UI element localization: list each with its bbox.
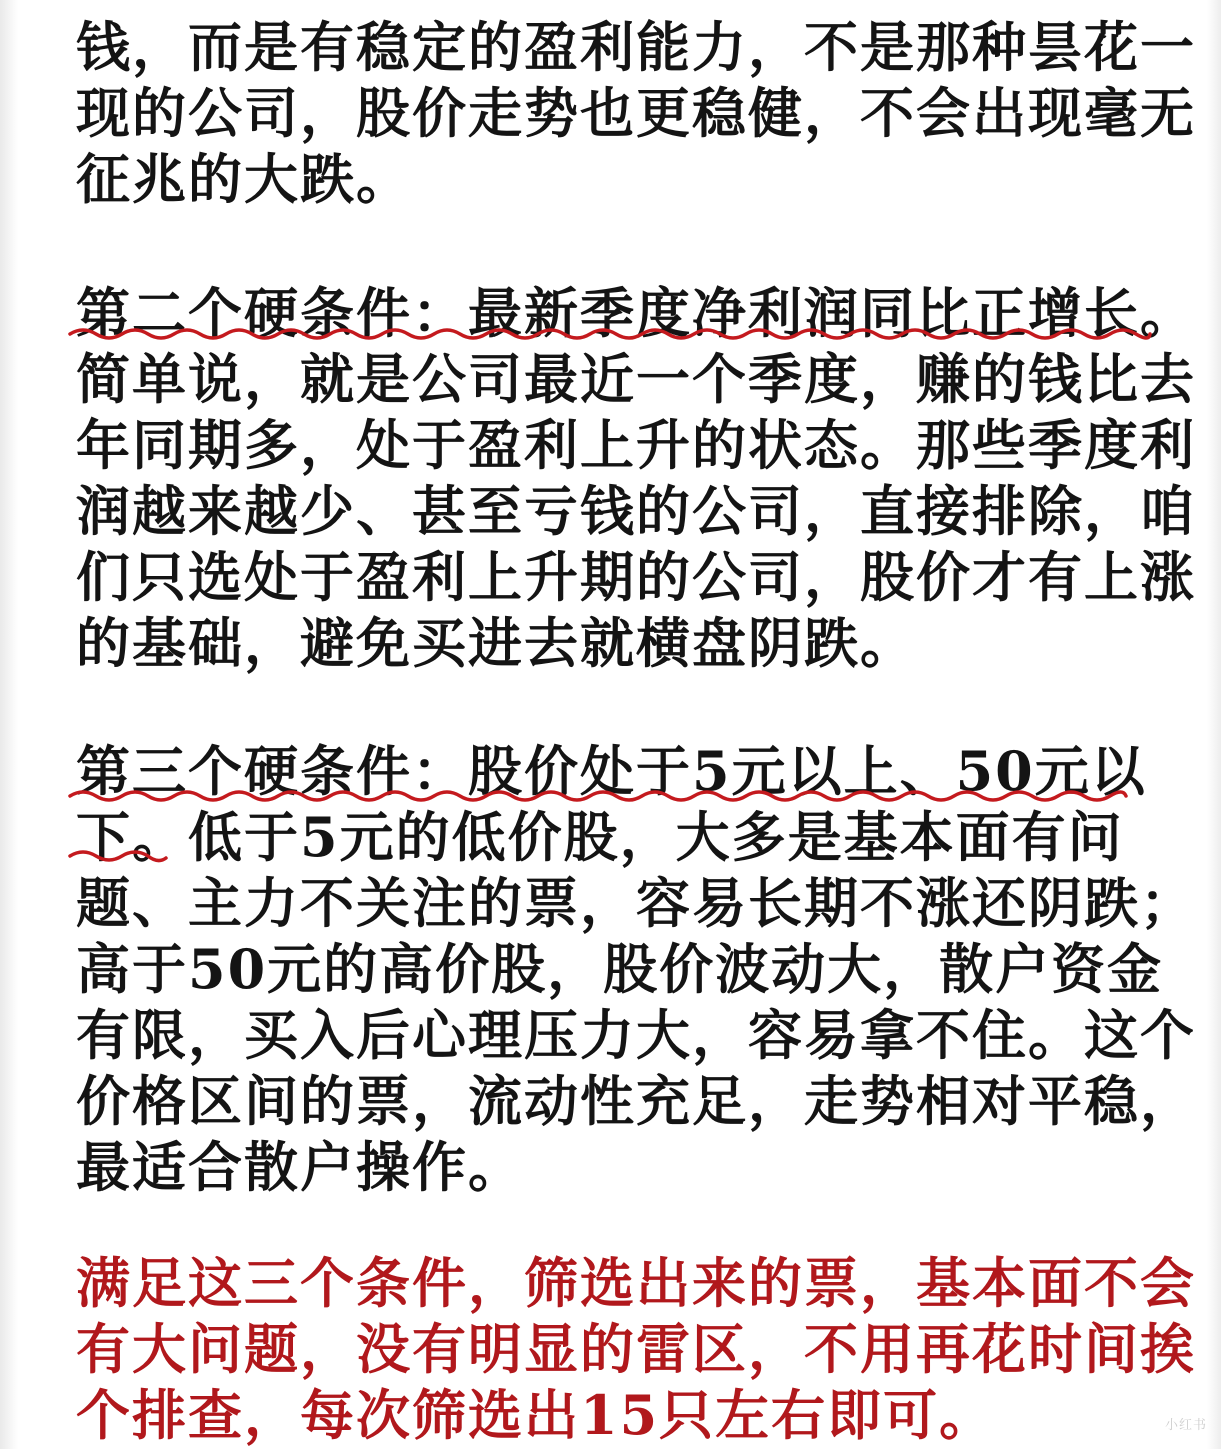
text-line: 个排查，每次筛选出15只左右即可。 [76, 1383, 996, 1447]
text-line: 有大问题，没有明显的雷区，不用再花时间挨 [76, 1317, 1196, 1381]
text-line: 现的公司，股价走势也更稳健，不会出现毫无 [76, 81, 1196, 145]
text-line: 下。低于5元的低价股，大多是基本面有问 [76, 805, 1124, 869]
right-edge-shadow [1207, 0, 1221, 1449]
text-line: 题、主力不关注的票，容易长期不涨还阴跌； [76, 871, 1196, 935]
paragraph-4-highlight [76, 1250, 1196, 1448]
paragraph-2 [76, 280, 1196, 676]
text-line: 满足这三个条件，筛选出来的票，基本面不会 [76, 1251, 1196, 1315]
text-line: 们只选处于盈利上升期的公司，股价才有上涨 [76, 545, 1196, 609]
text-line-heading: 第三个硬条件：股价处于5元以上、50元以 [76, 739, 1147, 803]
left-edge-shadow [0, 0, 18, 1449]
text-line: 征兆的大跌。 [76, 147, 412, 211]
text-line: 润越来越少、甚至亏钱的公司，直接排除，咱 [76, 479, 1196, 543]
paragraph-1 [76, 14, 1196, 212]
text-line: 有限，买入后心理压力大，容易拿不住。这个 [76, 1003, 1196, 1067]
text-line: 年同期多，处于盈利上升的状态。那些季度利 [76, 413, 1196, 477]
text-line: 价格区间的票，流动性充足，走势相对平稳， [76, 1069, 1196, 1133]
text-line: 最适合散户操作。 [76, 1135, 524, 1199]
text-line: 的基础，避免买进去就横盘阴跌。 [76, 611, 916, 675]
text-line: 高于50元的高价股，股价波动大，散户资金 [76, 937, 1164, 1001]
text-line: 简单说，就是公司最近一个季度，赚的钱比去 [76, 347, 1196, 411]
paragraph-3 [76, 738, 1196, 1200]
text-line: 钱，而是有稳定的盈利能力，不是那种昙花一 [76, 15, 1196, 79]
watermark: 小红书 [1164, 1418, 1207, 1433]
text-line-heading: 第二个硬条件：最新季度净利润同比正增长。 [76, 281, 1196, 345]
